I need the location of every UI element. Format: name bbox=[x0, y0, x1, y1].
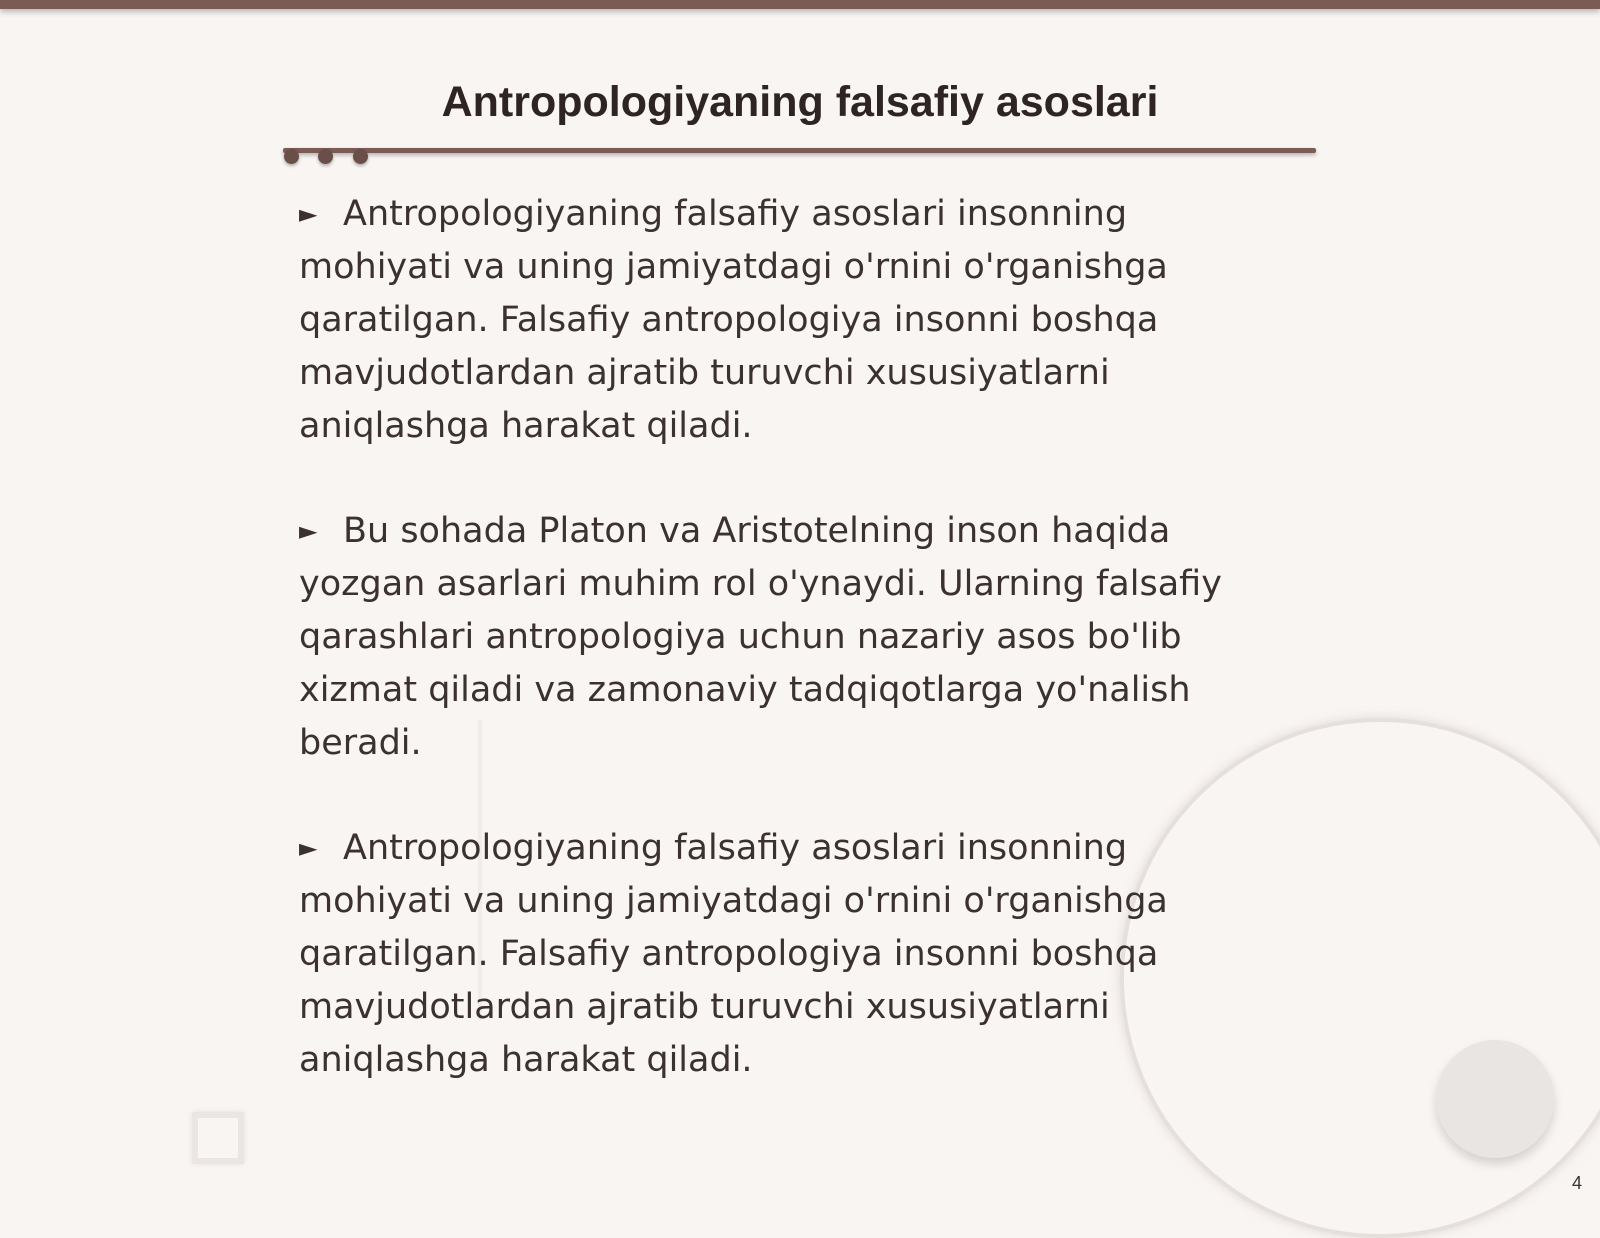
underline-dot-2 bbox=[318, 149, 333, 164]
bullet-arrow-icon: ► bbox=[299, 517, 318, 545]
bullet-paragraph bbox=[299, 188, 1259, 453]
paragraph-text: Antropologiyaning falsafiy asoslari insonning mohiyati va uning jamiyatdagi o'rnini o'rganishga qaratilgan. Falsafiy antropologiya insonni boshqa mavjudotlardan ajratib turuvchi xususiyatlarni aniqlashga harakat qiladi. bbox=[299, 828, 1168, 1080]
slide-title: Antropologiyaning falsafiy asoslari bbox=[441, 78, 1159, 126]
bullet-arrow-icon: ► bbox=[299, 200, 318, 228]
top-accent-bar bbox=[0, 0, 1600, 9]
decorative-circle bbox=[1436, 1040, 1554, 1158]
bullet-paragraph bbox=[299, 822, 1259, 1087]
page-number: 4 bbox=[1571, 1173, 1582, 1193]
paragraph-text: Antropologiyaning falsafiy asoslari insonning mohiyati va uning jamiyatdagi o'rnini o'rganishga qaratilgan. Falsafiy antropologiya insonni boshqa mavjudotlardan ajratib turuvchi xususiyatlarni aniqlashga harakat qiladi. bbox=[299, 194, 1168, 446]
bullet-paragraph bbox=[299, 505, 1259, 770]
bullet-list bbox=[299, 188, 1259, 1087]
decorative-square bbox=[192, 1112, 244, 1164]
underline-dot-1 bbox=[284, 149, 299, 164]
underline-dot-3 bbox=[353, 149, 368, 164]
bullet-arrow-icon: ► bbox=[299, 834, 318, 862]
title-underline bbox=[283, 148, 1316, 153]
paragraph-text: Bu sohada Platon va Aristotelning inson haqida yozgan asarlari muhim rol o'ynaydi. Ularning falsafiy qarashlari antropologiya uchun nazariy asos bo'lib xizmat qiladi va zamonaviy tadqiqotlarga yo'nalish beradi. bbox=[299, 511, 1222, 763]
